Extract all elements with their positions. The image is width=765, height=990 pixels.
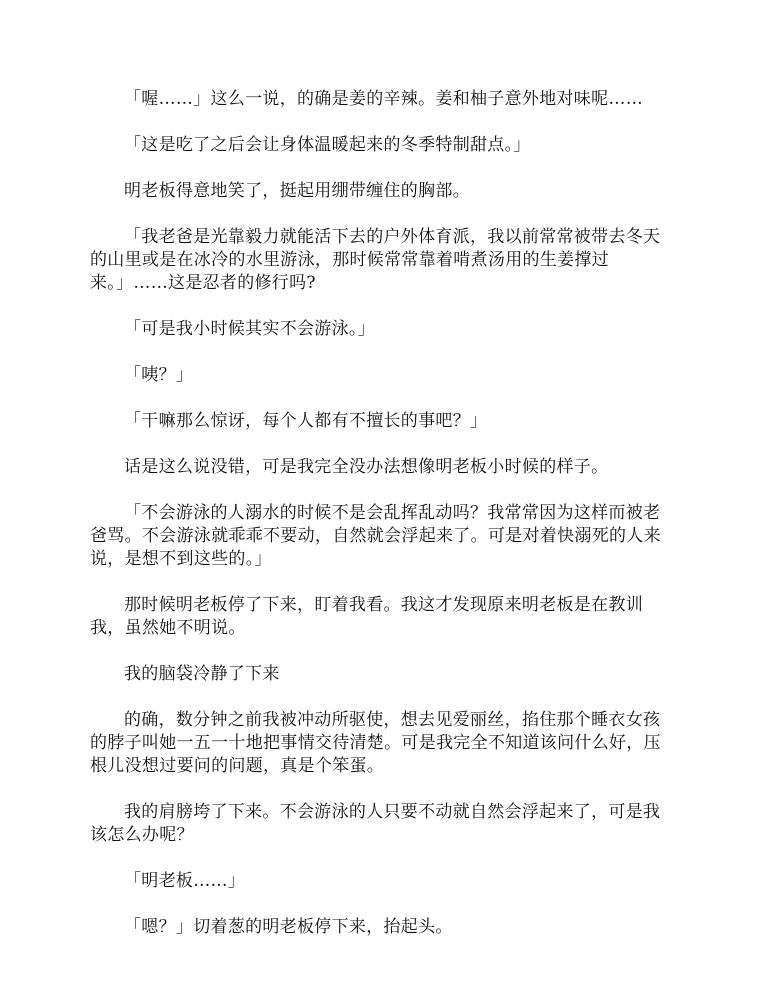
paragraph: 我的肩膀垮了下来。不会游泳的人只要不动就自然会浮起来了，可是我该怎么办呢？ xyxy=(90,802,661,845)
paragraph: 「喔……」这么一说，的确是姜的辛辣。姜和柚子意外地对味呢…… xyxy=(124,89,643,109)
paragraph: 「这是吃了之后会让身体温暖起来的冬季特制甜点。」 xyxy=(124,135,531,155)
paragraph: 「不会游泳的人溺水的时候不是会乱挥乱动吗？我常常因为这样而被老爸骂。不会游泳就乖乖不要动，自然就会浮起来了。可是对着快溺死的人来说，是想不到这些的。」 xyxy=(90,503,661,569)
paragraph: 我的脑袋冷静了下来 xyxy=(124,664,280,684)
paragraph: 「咦？」 xyxy=(124,365,194,385)
paragraph: 「干嘛那么惊讶，每个人都有不擅长的事吧？」 xyxy=(124,411,488,431)
paragraph: 「嗯？」切着葱的明老板停下来，抬起头。 xyxy=(124,917,453,937)
paragraph: 明老板得意地笑了，挺起用绷带缠住的胸部。 xyxy=(124,181,470,201)
paragraph: 话是这么说没错，可是我完全没办法想像明老板小时候的样子。 xyxy=(124,457,609,477)
paragraph: 「可是我小时候其实不会游泳。」 xyxy=(124,319,375,339)
paragraph: 「我老爸是光靠毅力就能活下去的户外体育派，我以前常常被带去冬天的山里或是在冰冷的水里游泳，那时候常常靠着啃煮汤用的生姜撑过来。」……这是忍者的修行吗? xyxy=(90,227,661,293)
paragraph: 「明老板……」 xyxy=(124,871,246,891)
paragraph: 那时候明老板停了下来，盯着我看。我这才发现原来明老板是在教训我，虽然她不明说。 xyxy=(90,595,643,638)
document-page xyxy=(90,88,675,962)
paragraph: 的确，数分钟之前我被冲动所驱使，想去见爱丽丝，掐住那个睡衣女孩的脖子叫她一五一十地把事情交待清楚。可是我完全不知道该问什么好，压根儿没想过要问的问题，真是个笨蛋。 xyxy=(90,710,661,776)
